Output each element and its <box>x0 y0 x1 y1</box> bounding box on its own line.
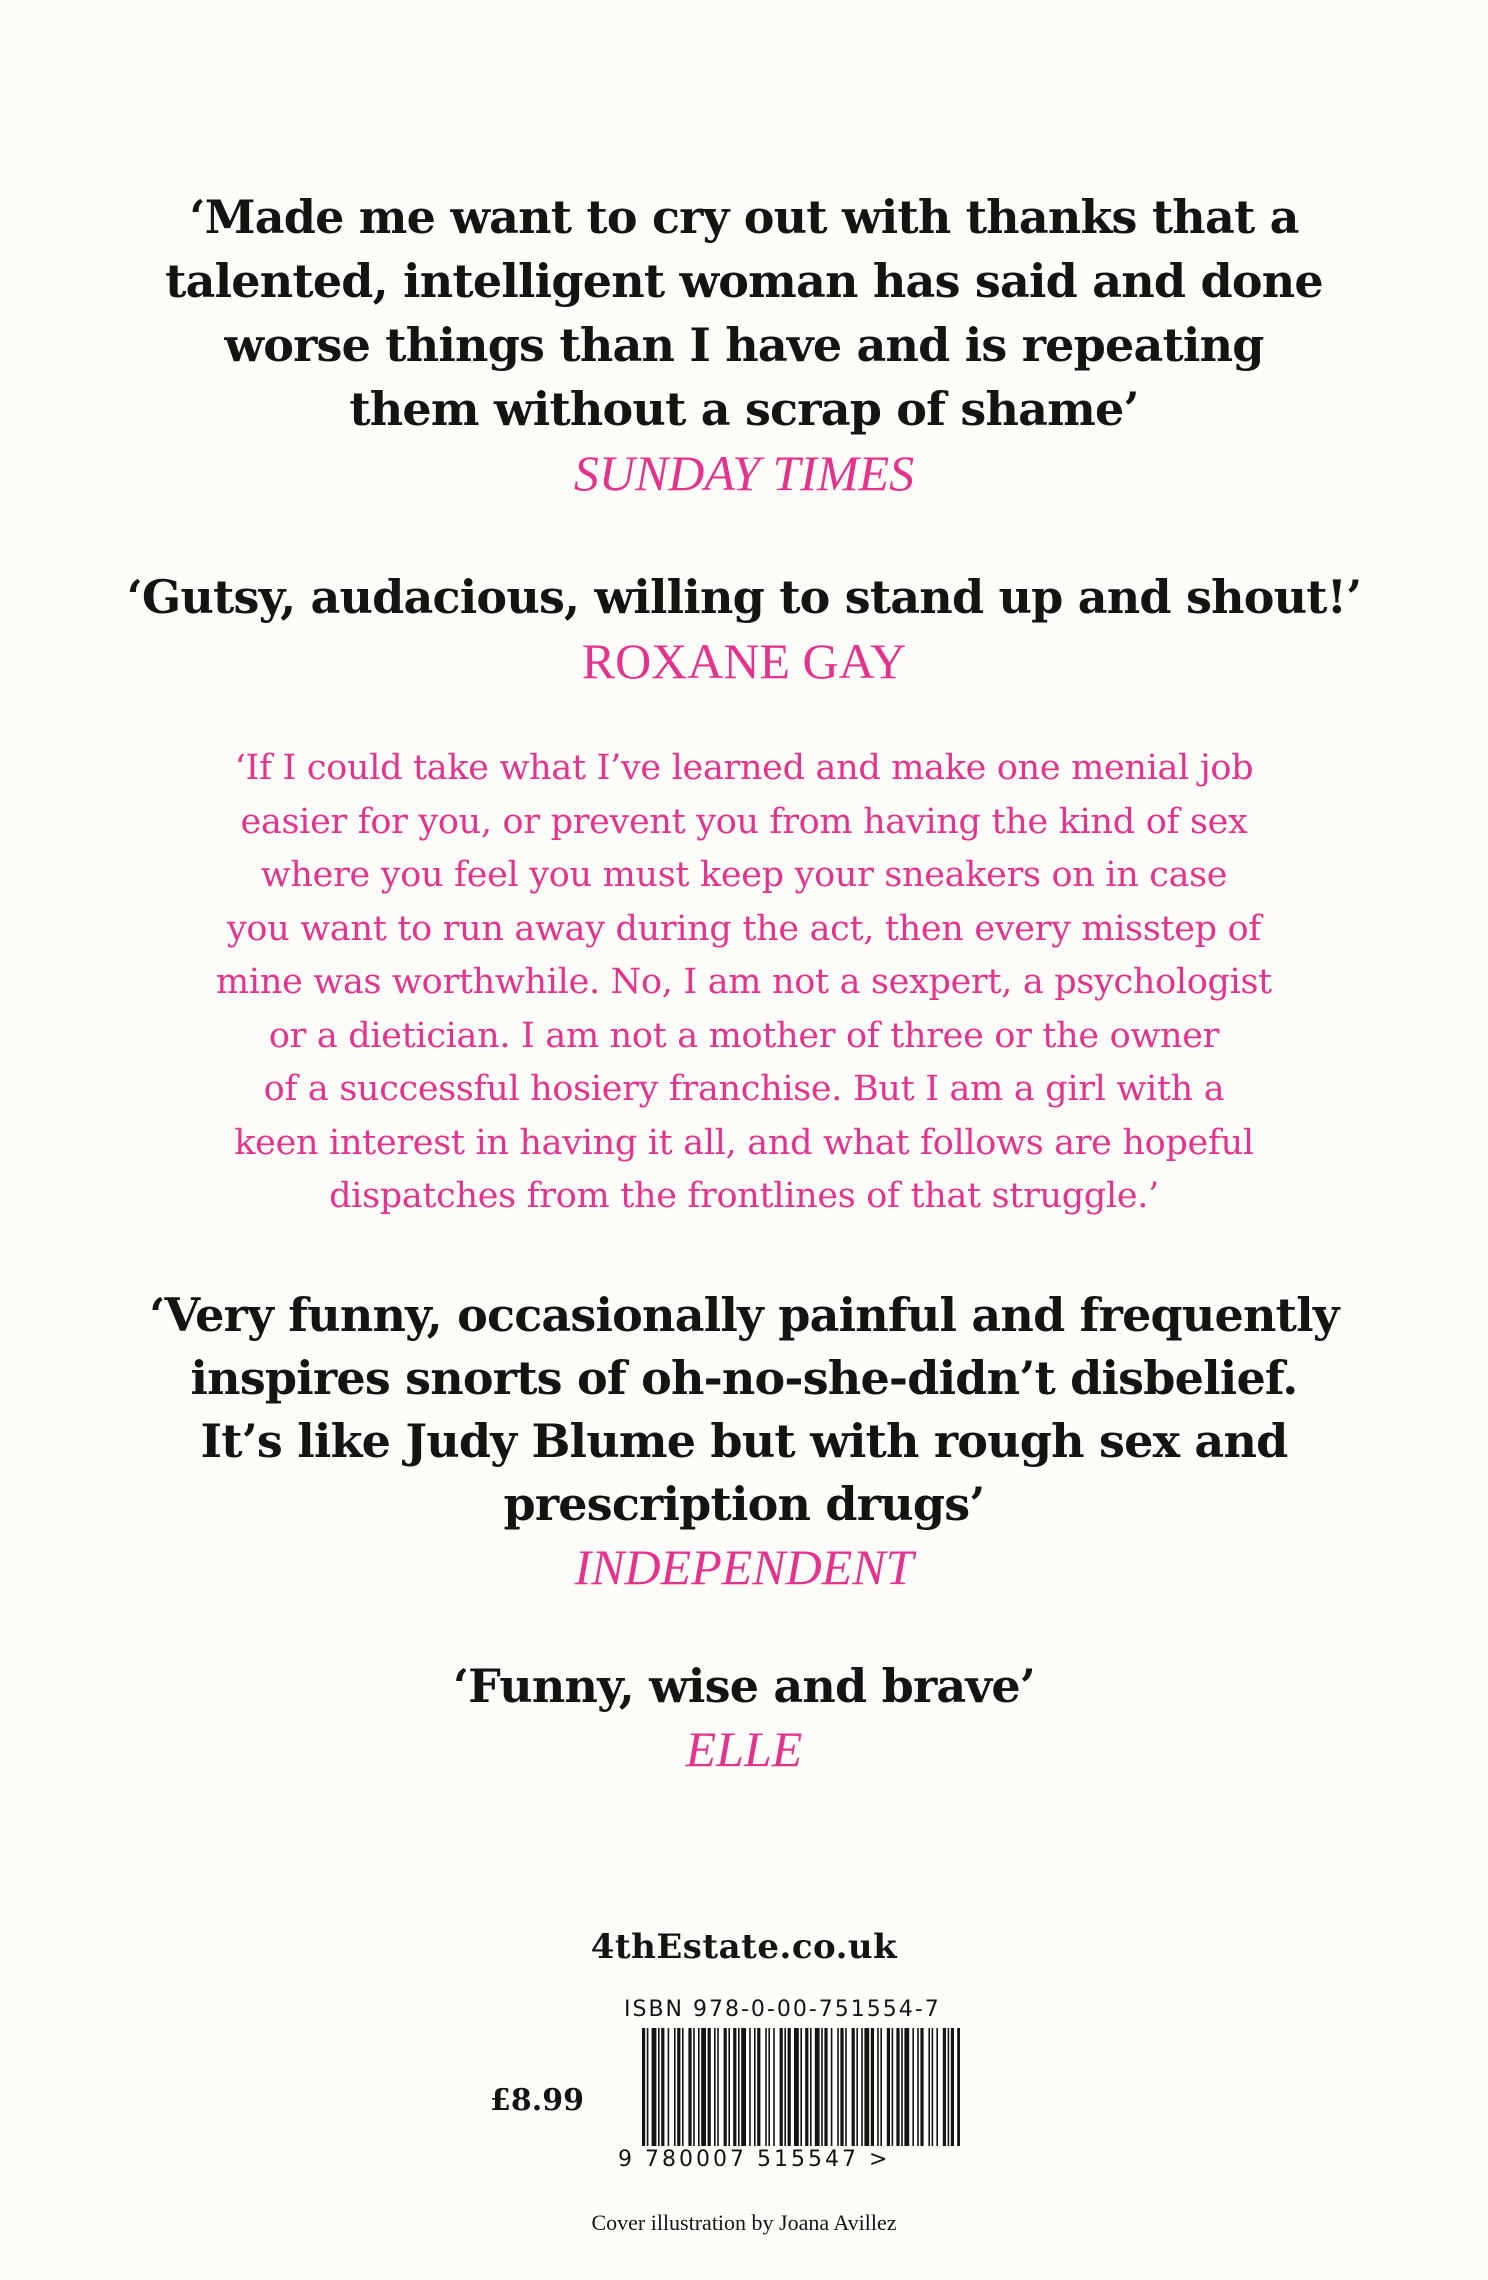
barcode-bar <box>951 2028 954 2146</box>
barcode-bar <box>708 2028 711 2146</box>
excerpt-line: or a dietician. I am not a mother of three or the owner <box>268 1015 1220 1056</box>
excerpt-line: ‘If I could take what I’ve learned and make one menial job <box>234 748 1254 788</box>
barcode-bar <box>800 2028 802 2146</box>
barcode-bar <box>738 2028 740 2146</box>
barcode-bar <box>677 2028 680 2146</box>
barcode-bar <box>780 2028 783 2146</box>
barcode-bar <box>701 2028 706 2146</box>
quote-line: ‘Gutsy, audacious, willing to stand up and shout!’ <box>126 570 1362 624</box>
barcode-bar <box>864 2028 869 2146</box>
barcode-bar <box>698 2028 700 2146</box>
barcode-bar <box>724 2028 727 2146</box>
quote-line: them without a scrap of shame’ <box>349 382 1139 436</box>
barcode-bar <box>805 2028 808 2146</box>
barcode-bar <box>948 2028 950 2146</box>
quote-text <box>0 1284 1488 1536</box>
barcode-bar <box>741 2028 746 2146</box>
barcode-bar <box>920 2028 923 2146</box>
barcode-bar <box>901 2028 903 2146</box>
quote-text <box>0 565 1488 629</box>
barcode-bar <box>749 2028 751 2146</box>
barcode-digits: 9 780007 515547 > <box>618 2147 891 2172</box>
barcode-bar <box>773 2028 775 2146</box>
barcode-bar <box>714 2028 716 2146</box>
barcode-bar <box>754 2028 756 2146</box>
excerpt-line: dispatches from the frontlines of that struggle.’ <box>329 1176 1159 1216</box>
excerpt-text <box>0 742 1488 1224</box>
barcode-bar <box>674 2028 676 2146</box>
barcode-bar <box>821 2028 823 2146</box>
quote-line: ‘Made me want to cry out with thanks that a <box>189 190 1299 244</box>
barcode-bar <box>815 2028 820 2146</box>
barcode-bar <box>852 2028 855 2146</box>
cover-illustration-credit: Cover illustration by Joana Avillez <box>591 2210 897 2235</box>
barcode-bar <box>904 2028 909 2146</box>
barcode-bar <box>824 2028 827 2146</box>
quote-source: ELLE <box>685 1721 803 1777</box>
barcode-bar <box>871 2028 874 2146</box>
barcode-bar <box>733 2028 736 2146</box>
quote-line: talented, intelligent woman has said and done <box>165 254 1323 308</box>
barcode-bar <box>892 2028 894 2146</box>
barcode-bar <box>837 2028 839 2146</box>
barcode-bar <box>668 2028 670 2146</box>
barcode-bar <box>765 2028 767 2146</box>
review-quote-elle <box>0 1654 1488 1780</box>
barcode-bar <box>784 2028 786 2146</box>
price: £8.99 <box>490 2083 584 2118</box>
barcode-bar <box>642 2028 645 2146</box>
barcode-bar <box>928 2028 930 2146</box>
barcode-bar <box>861 2028 863 2146</box>
barcode-bar <box>845 2028 847 2146</box>
excerpt-line: where you feel you must keep your sneakers on in case <box>260 855 1228 895</box>
barcode-bar <box>831 2028 833 2146</box>
excerpt-line: you want to run away during the act, then every misstep of <box>226 908 1262 949</box>
quote-source: ROXANE GAY <box>581 633 907 689</box>
excerpt-line: mine was worthwhile. No, I am not a sexpert, a psychologist <box>216 962 1272 1002</box>
review-quote-independent <box>0 1284 1488 1598</box>
barcode-bar <box>661 2028 664 2146</box>
barcode-bar <box>880 2028 882 2146</box>
barcode <box>640 2028 960 2148</box>
review-quote-sunday-times <box>0 185 1488 505</box>
quote-line: ‘Funny, wise and brave’ <box>452 1659 1036 1713</box>
quote-source: INDEPENDENT <box>574 1539 914 1595</box>
barcode-bar <box>693 2028 695 2146</box>
quote-line: ‘Very funny, occasionally painful and frequently <box>149 1288 1339 1342</box>
quote-source: SUNDAY TIMES <box>573 445 915 501</box>
barcode-bar <box>877 2028 879 2146</box>
barcode-bar <box>647 2028 649 2146</box>
quote-line: inspires snorts of oh-no-she-didn’t disbelief. <box>190 1351 1298 1405</box>
quote-text <box>0 1654 1488 1718</box>
barcode-bar <box>658 2028 660 2146</box>
quote-line: prescription drugs’ <box>503 1477 985 1531</box>
barcode-bar <box>887 2028 890 2146</box>
quote-text <box>0 185 1488 441</box>
barcode-bar <box>810 2028 812 2146</box>
isbn-label: ISBN 978-0-00-751554-7 <box>624 1997 941 2022</box>
review-quote-roxane-gay <box>0 565 1488 693</box>
quote-line: It’s like Judy Blume but with rough sex and <box>200 1414 1288 1468</box>
barcode-bar <box>682 2028 684 2146</box>
barcode-bar <box>896 2028 899 2146</box>
barcode-bar <box>957 2028 960 2146</box>
barcode-bar <box>788 2028 791 2146</box>
barcode-bar <box>917 2028 919 2146</box>
barcode-bar <box>794 2028 799 2146</box>
barcode-bar <box>688 2028 691 2146</box>
barcode-bar <box>932 2028 934 2146</box>
barcode-bar <box>936 2028 938 2146</box>
excerpt-line: easier for you, or prevent you from having the kind of sex <box>240 801 1248 842</box>
barcode-bar <box>717 2028 719 2146</box>
barcode-bar <box>840 2028 843 2146</box>
excerpt-line: keen interest in having it all, and what follows are hopeful <box>234 1122 1254 1163</box>
barcode-bar <box>943 2028 946 2146</box>
barcode-bar <box>856 2028 858 2146</box>
quote-line: worse things than I have and is repeating <box>224 318 1264 372</box>
publisher-website: 4thEstate.co.uk <box>590 1927 898 1967</box>
excerpt-line: of a successful hosiery franchise. But I am a girl with a <box>263 1069 1225 1109</box>
barcode-bar <box>652 2028 657 2146</box>
barcode-bar <box>757 2028 760 2146</box>
barcode-bar <box>912 2028 914 2146</box>
book-excerpt <box>0 742 1488 1224</box>
barcode-bar <box>768 2028 770 2146</box>
barcode-bar <box>728 2028 730 2146</box>
